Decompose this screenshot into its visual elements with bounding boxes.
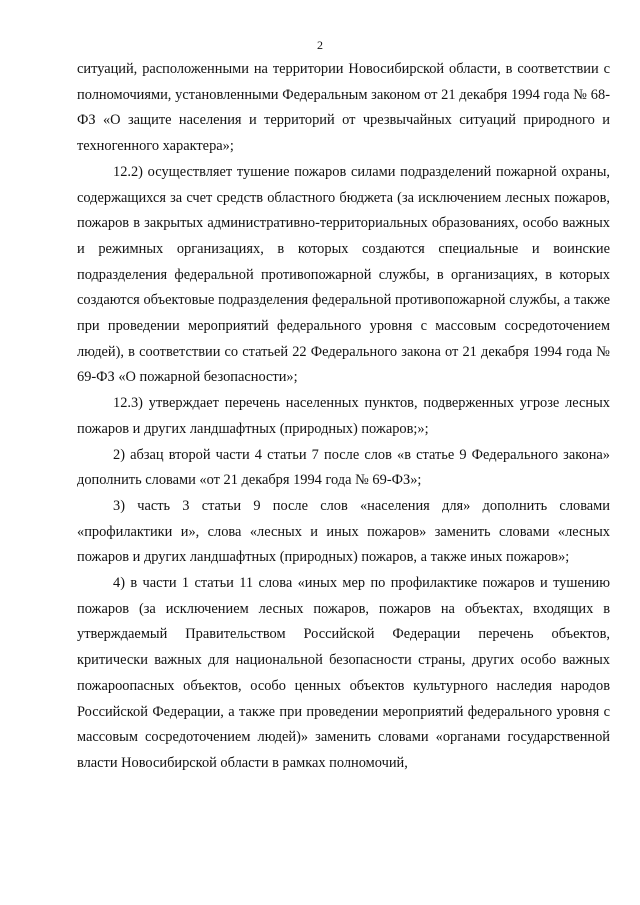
paragraph-12-3: 12.3) утверждает перечень населенных пунктов, подверженных угрозе лесных пожаров и других ландшафтных (природных) пожаров;»; xyxy=(77,395,610,437)
paragraph-12-2: 12.2) осуществляет тушение пожаров силами подразделений пожарной охраны, содержащихся за счет средств областного бюджета (за исключением лесных пожаров, пожаров в закрытых административно-территориальных образованиях, особо важных и режимных организациях, в которых создаются специальные и воинские подразделения федеральной противопожарной службы, в организациях, в которых создаются объектовые подразделения федеральной противопожарной службы, а также при проведении мероприятий федерального уровня с массовым сосредоточением людей), в соответствии со статьей 22 Федерального закона от 21 декабря 1994 года № 69-ФЗ «О пожарной безопасности»; xyxy=(77,163,610,386)
paragraph-item-3: 3) часть 3 статьи 9 после слов «населения для» дополнить словами «профилактики и», слова «лесных и иных пожаров» заменить словами «лесных пожаров и других ландшафтных (природных) пожаров, а также иных пожаров»; xyxy=(77,497,610,566)
paragraph-item-2: 2) абзац второй части 4 статьи 7 после слов «в статье 9 Федерального закона» дополнить словами «от 21 декабря 1994 года № 69-ФЗ»; xyxy=(77,446,610,489)
document-body xyxy=(77,57,610,777)
paragraph-item-4: 4) в части 1 статьи 11 слова «иных мер по профилактике пожаров и тушению пожаров (за исключением лесных пожаров, пожаров на объектах, входящих в утверждаемый Правительством Российской Федерации перечень объектов, критически важных для национальной безопасности страны, других особо важных пожароопасных объектов, особо ценных объектов культурного наследия народов Российской Федерации, а также при проведении мероприятий федерального уровня с массовым сосредоточением людей)» заменить словами «органами государственной власти Новосибирской области в рамках полномочий, xyxy=(77,575,610,771)
paragraph-continuation: ситуаций, расположенными на территории Новосибирской области, в соответствии с полномочиями, установленными Федеральным законом от 21 декабря 1994 года № 68-ФЗ «О защите населения и территорий от чрезвычайных ситуаций природного и техногенного характера»; xyxy=(77,61,610,155)
page-number: 2 xyxy=(317,38,323,52)
